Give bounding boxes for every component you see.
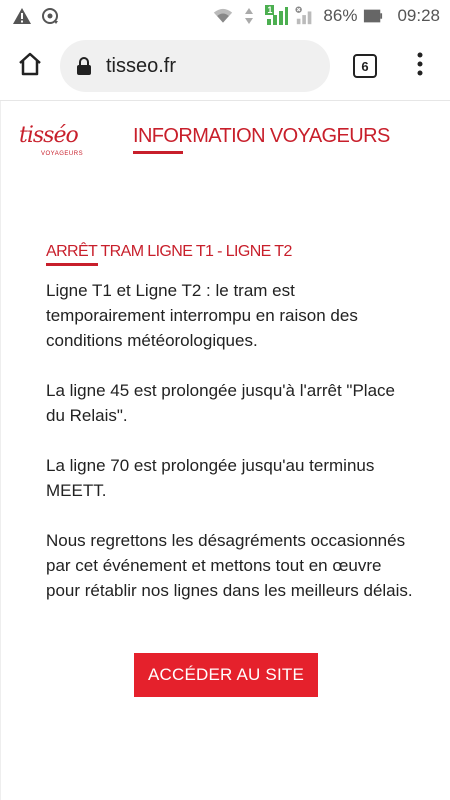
notice-title: ARRÊT TRAM LIGNE T1 - LIGNE T2 — [46, 243, 292, 260]
web-page — [0, 101, 450, 800]
access-site-button[interactable]: ACCÉDER AU SITE — [134, 653, 318, 697]
overflow-menu-button[interactable] — [400, 38, 440, 94]
notice-block — [46, 243, 416, 628]
lock-icon — [76, 57, 94, 75]
status-bar — [0, 0, 450, 32]
warning-icon — [12, 6, 32, 26]
signal-sim1-icon — [265, 6, 289, 26]
signal-sim2-icon — [295, 6, 315, 26]
home-icon — [17, 51, 43, 82]
tab-switcher-button[interactable] — [330, 38, 400, 94]
wifi-icon — [213, 6, 233, 26]
battery-icon — [363, 6, 383, 26]
battery-percent: 86% — [323, 6, 358, 25]
notice-paragraph: Nous regrettons les désagréments occasionnés par cet événement et mettons tout en œuvre pour rétablir nos lignes dans les meilleurs délais. — [46, 531, 413, 600]
page-title: INFORMATION VOYAGEURS — [133, 125, 390, 147]
browser-toolbar — [0, 32, 450, 101]
status-left — [0, 6, 60, 26]
title-underline — [133, 151, 183, 154]
sim-label: 1 — [267, 5, 273, 15]
url-bar[interactable] — [60, 40, 330, 92]
tab-count: 6 — [353, 54, 377, 78]
site-header — [1, 101, 450, 181]
notice-paragraph: La ligne 70 est prolongée jusqu'au terminus MEETT. — [46, 456, 375, 500]
home-button[interactable] — [0, 38, 60, 94]
logo-text: tisséo — [19, 123, 78, 148]
sync-icon — [40, 6, 60, 26]
notice-body — [46, 278, 416, 603]
more-vert-icon — [417, 52, 423, 81]
notice-paragraph: La ligne 45 est prolongée jusqu'à l'arrêt "Place du Relais". — [46, 381, 395, 425]
url-text: tisseo.fr — [106, 54, 177, 77]
status-time: 09:28 — [397, 6, 440, 25]
tisseo-logo[interactable] — [19, 123, 83, 163]
status-right — [213, 6, 450, 26]
logo-subtext: VOYAGEURS — [41, 151, 84, 157]
notice-paragraph: Ligne T1 et Ligne T2 : le tram est temporairement interrompu en raison des conditions météorologiques. — [46, 281, 358, 350]
notice-title-underline — [46, 263, 98, 266]
data-arrows-icon — [239, 6, 259, 26]
